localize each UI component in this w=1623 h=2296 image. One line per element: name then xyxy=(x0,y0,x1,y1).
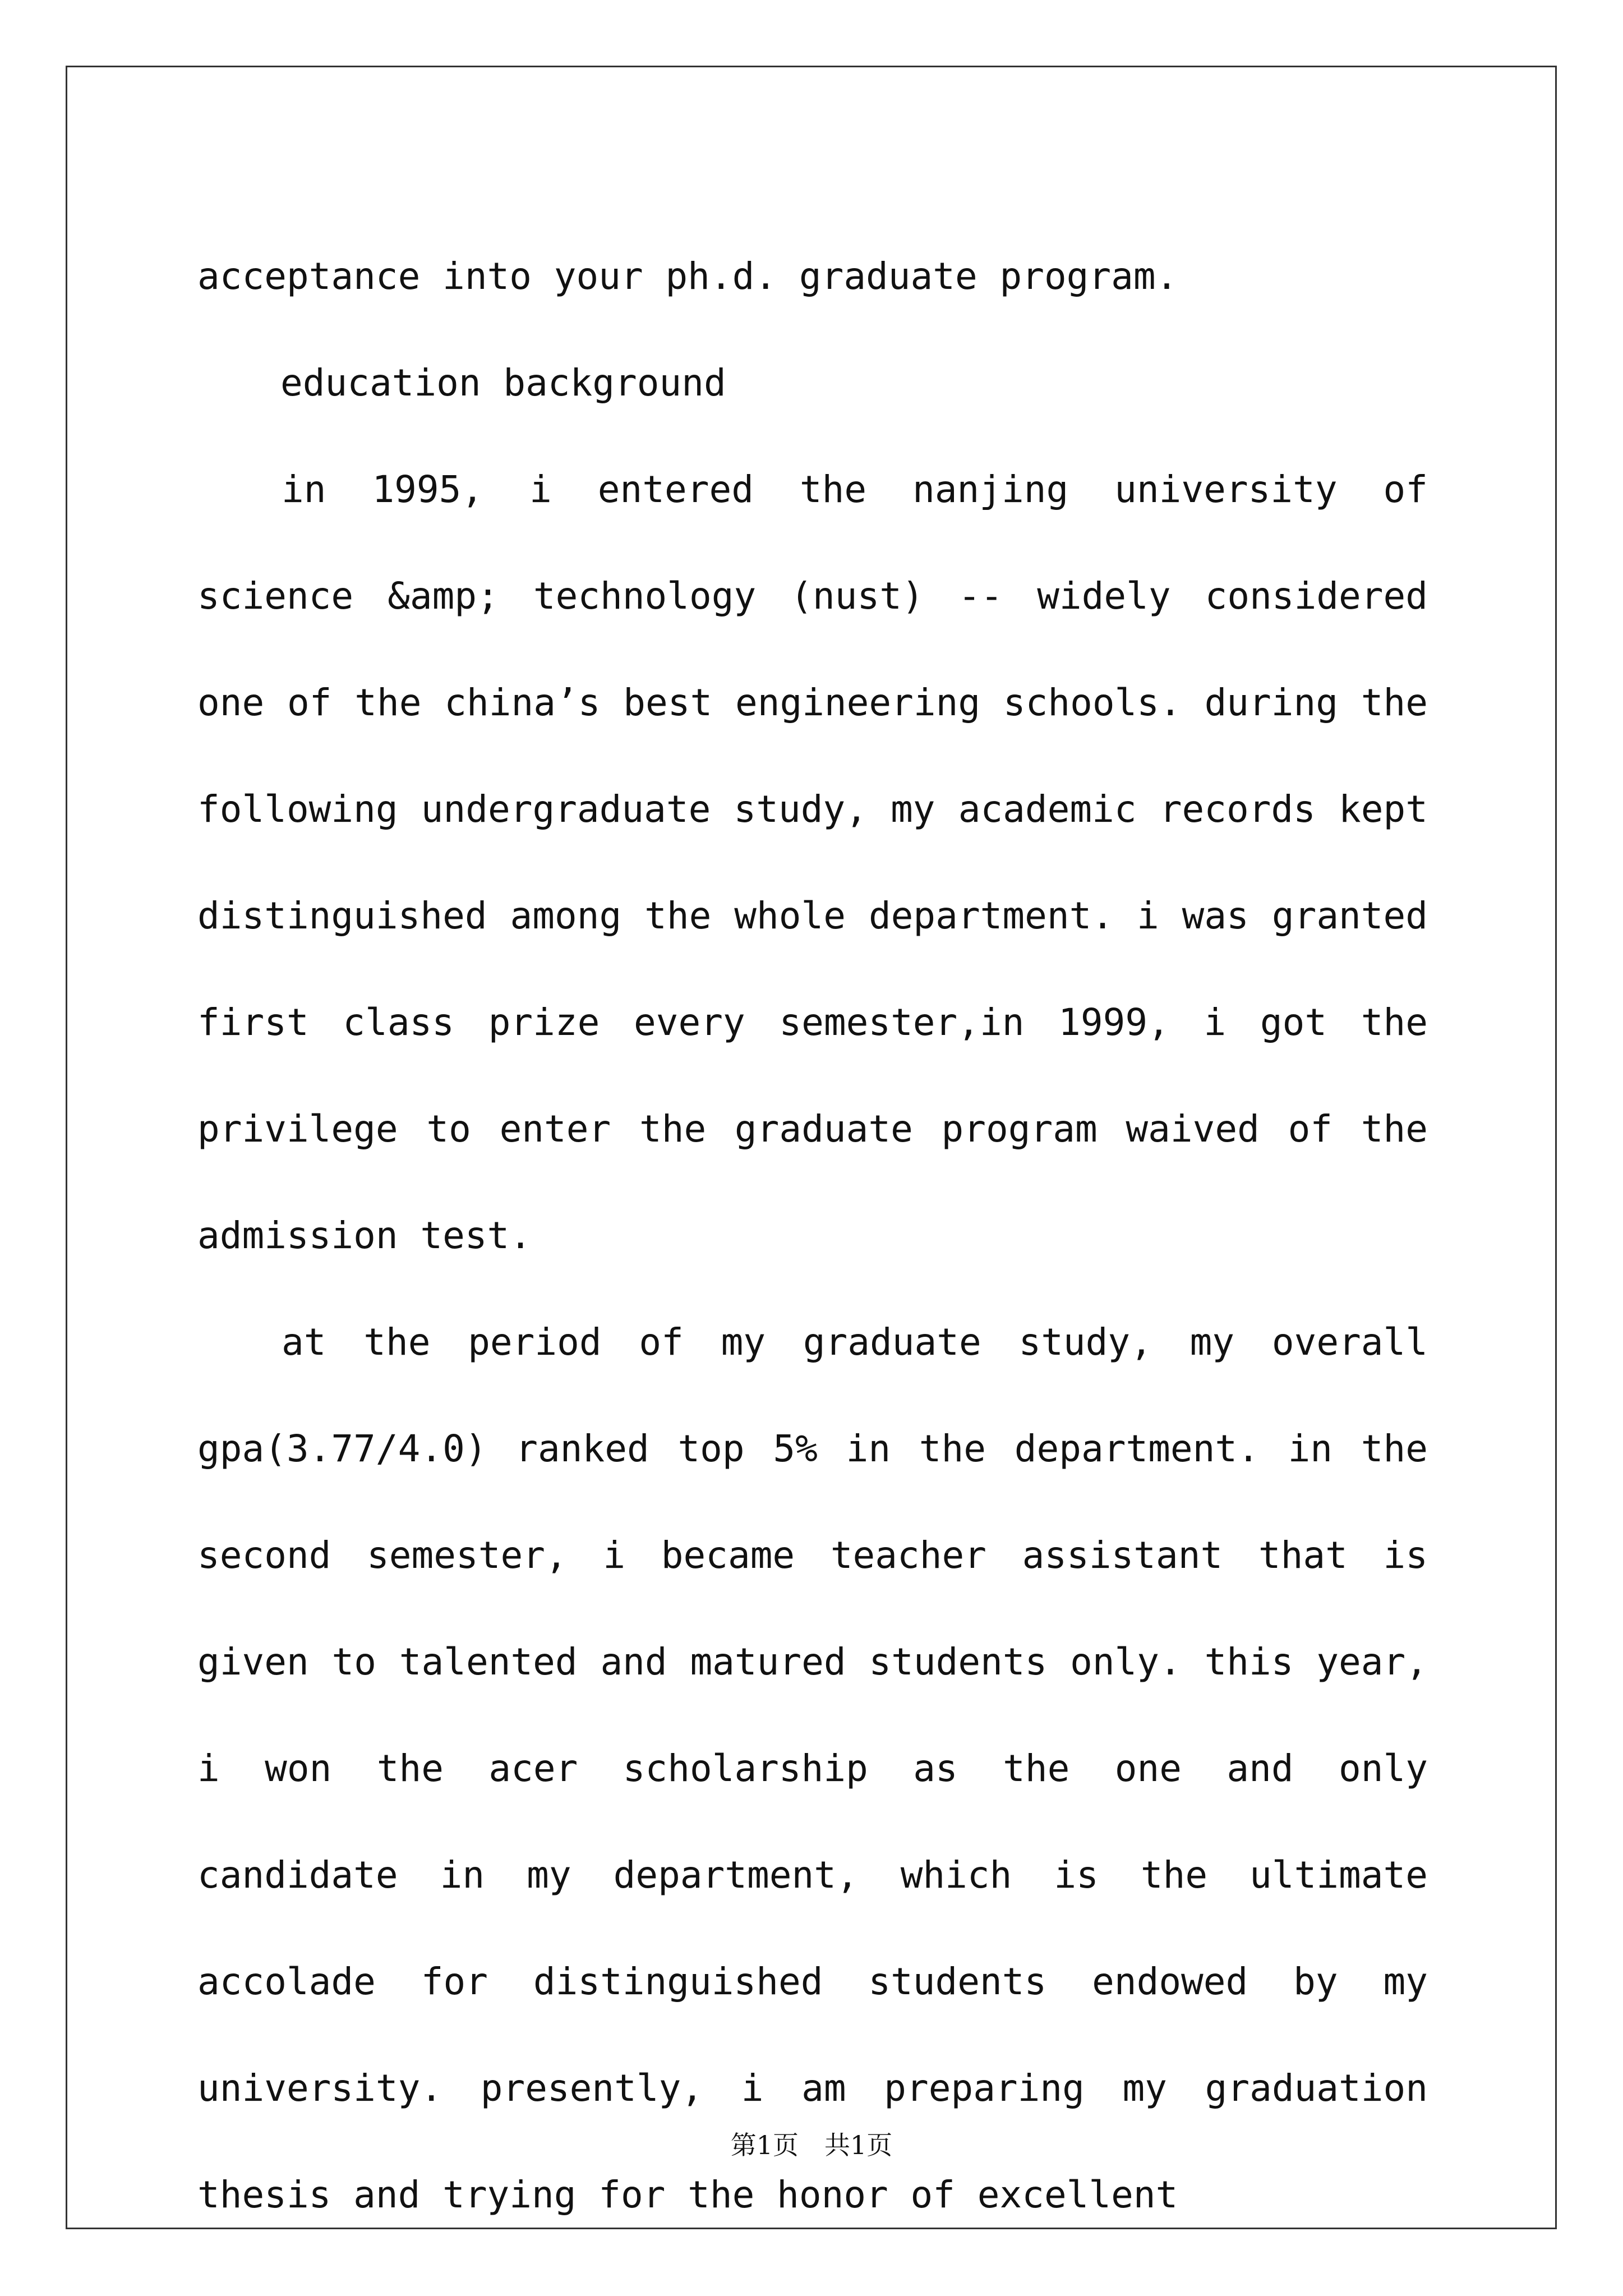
paragraph-education-2: at the period of my graduate study, my overall gpa(3.77/4.0) ranked top 5% in the department. in the second semester, i became teacher assistant that is given to talented and matured students only. this year, i won the acer scholarship as the one and only candidate in my department, which is the ultimate accolade for distinguished students endowed by my university. presently, i am preparing my graduation thesis and trying for the honor of excellent xyxy=(197,1320,1428,2216)
section-heading: education background xyxy=(280,361,726,404)
paragraph-education-1: in 1995, i entered the nanjing university of science &amp; technology (nust) -- widely considered one of the china’s best engineering schools. during the following undergraduate study, my academic records kept distinguished among the whole department. i was granted first class prize every semester,in 1999, i got the privilege to enter the graduate program waived of the admission test. xyxy=(197,468,1428,1257)
page-number-footer: 第1页 共1页 xyxy=(730,2130,893,2160)
document-body xyxy=(197,223,1428,2248)
paragraph-continuation: acceptance into your ph.d. graduate program. xyxy=(197,255,1178,298)
